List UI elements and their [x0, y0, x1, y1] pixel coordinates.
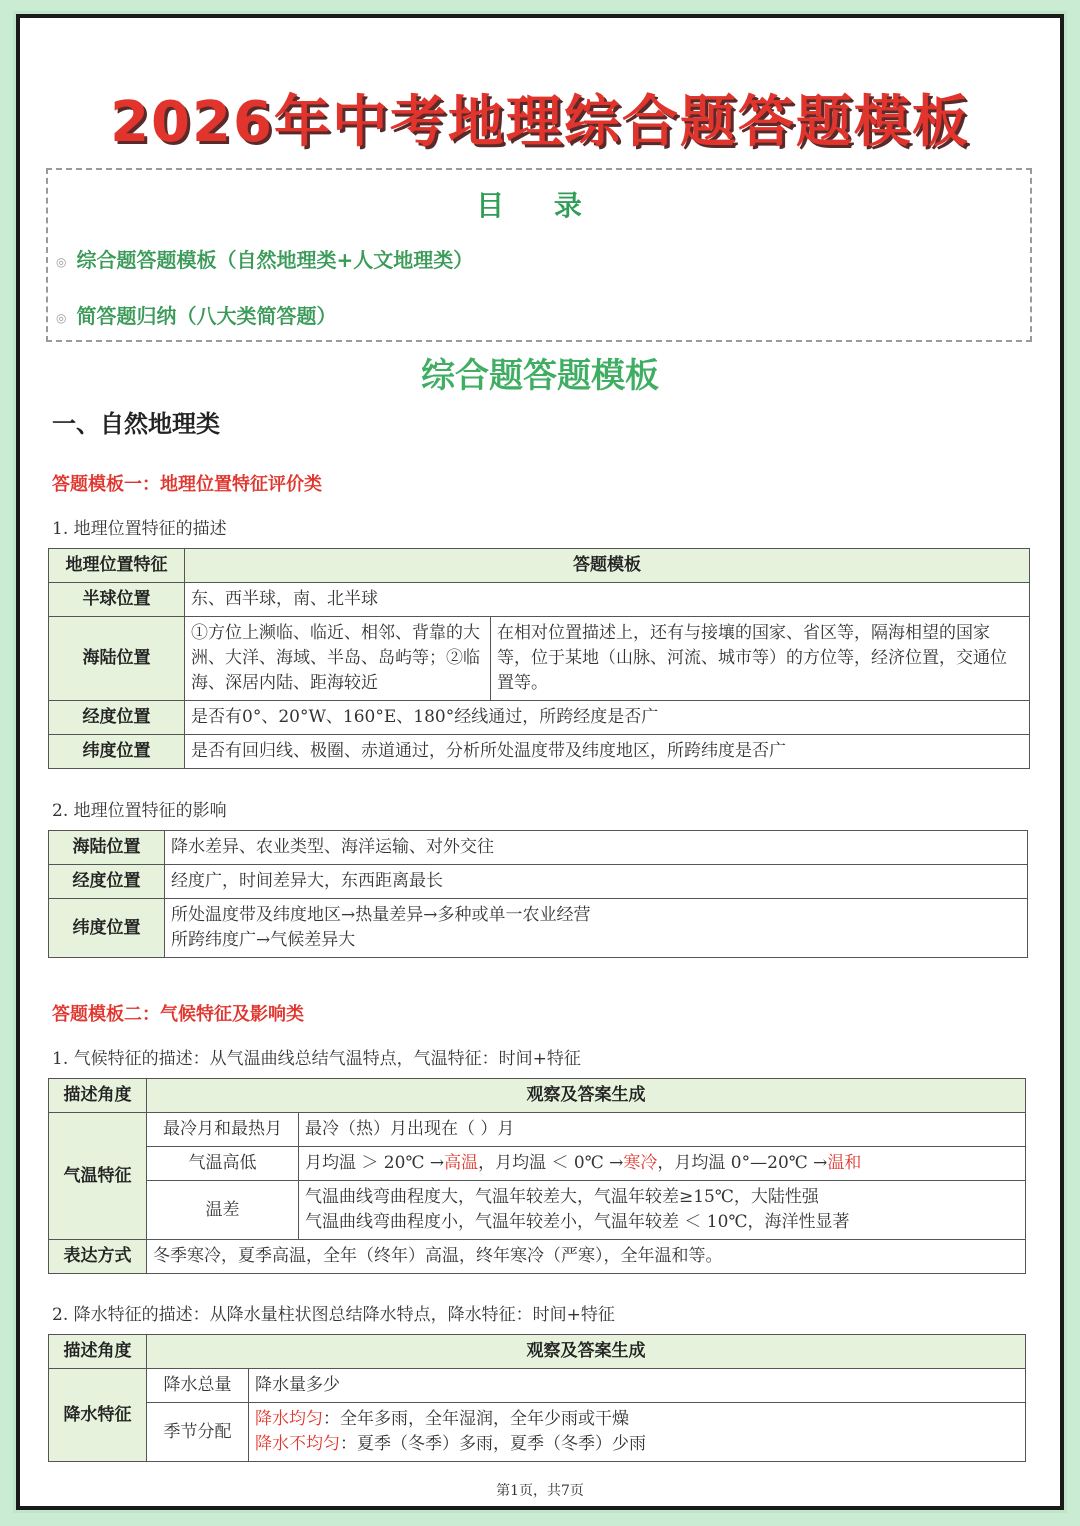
text-span: 月均温 ＞ 20℃ → — [305, 1153, 445, 1173]
sub-label: 最冷月和最热月 — [147, 1113, 299, 1147]
highlight-text: 寒冷 — [623, 1153, 658, 1173]
table-row — [49, 899, 1028, 958]
table-cell: 东、西半球，南、北半球 — [185, 583, 1030, 617]
table-cell: 最冷（热）月出现在（ ）月 — [299, 1113, 1026, 1147]
table-cell: 降水量多少 — [249, 1369, 1026, 1403]
sub-label: 气温高低 — [147, 1147, 299, 1181]
table-row — [49, 701, 1030, 735]
cell-line — [255, 1432, 1019, 1457]
section-title: 综合题答题模板 — [421, 356, 659, 396]
row-label: 经度位置 — [49, 865, 165, 899]
document-page — [16, 14, 1064, 1510]
text-span: ：全年多雨，全年湿润，全年少雨或干燥 — [323, 1409, 629, 1429]
highlight-text: 降水均匀 — [255, 1409, 323, 1429]
table-row — [49, 1403, 1026, 1462]
table-cell — [165, 899, 1028, 958]
paragraph: 2. 降水特征的描述：从降水量柱状图总结降水特点，降水特征：时间+特征 — [52, 1305, 615, 1325]
table-cell: 冬季寒冷，夏季高温，全年（终年）高温，终年寒冷（严寒），全年温和等。 — [147, 1240, 1026, 1274]
table-row — [49, 1240, 1026, 1274]
table-row — [49, 865, 1028, 899]
table-cell — [249, 1403, 1026, 1462]
paragraph: 2. 地理位置特征的影响 — [52, 801, 227, 821]
row-label: 半球位置 — [49, 583, 185, 617]
part-heading: 一、自然地理类 — [52, 410, 220, 438]
location-description-table — [48, 548, 1030, 769]
row-label: 降水特征 — [49, 1369, 147, 1462]
toc-item-label: 简答题归纳（八大类简答题） — [76, 304, 337, 328]
cell-line — [255, 1407, 1019, 1432]
table-row — [49, 831, 1028, 865]
table-header: 答题模板 — [185, 549, 1030, 583]
table-header: 地理位置特征 — [49, 549, 185, 583]
table-row — [49, 735, 1030, 769]
cell-line: 所处温度带及纬度地区→热量差异→多种或单一农业经营 — [171, 905, 591, 925]
table-row — [49, 1113, 1026, 1147]
toc-item-2[interactable] — [56, 300, 336, 329]
template-heading-1: 答题模板一：地理位置特征评价类 — [52, 474, 322, 495]
highlight-text: 降水不均匀 — [255, 1434, 340, 1454]
cell-line: 所跨纬度广→气候差异大 — [171, 930, 356, 950]
toc-heading: 目 录 — [476, 189, 602, 222]
page-footer: 第1页，共7页 — [496, 1483, 584, 1499]
table-of-contents — [46, 168, 1032, 342]
paragraph: 1. 气候特征的描述：从气温曲线总结气温特点，气温特征：时间+特征 — [52, 1049, 581, 1069]
table-header: 描述角度 — [49, 1335, 147, 1369]
table-header: 描述角度 — [49, 1079, 147, 1113]
table-header: 观察及答案生成 — [147, 1079, 1026, 1113]
sub-label: 温差 — [147, 1181, 299, 1240]
table-cell: 是否有回归线、极圈、赤道通过，分析所处温度带及纬度地区，所跨纬度是否广 — [185, 735, 1030, 769]
sub-label: 季节分配 — [147, 1403, 249, 1462]
table-cell: 在相对位置描述上，还有与接壤的国家、省区等，隔海相望的国家等，位于某地（山脉、河流、城市等）的方位等，经济位置，交通位置等。 — [491, 617, 1030, 701]
table-cell — [299, 1181, 1026, 1240]
paragraph: 1. 地理位置特征的描述 — [52, 519, 227, 539]
row-label: 经度位置 — [49, 701, 185, 735]
row-label: 气温特征 — [49, 1113, 147, 1240]
text-span: ，月均温 ＜ 0℃ → — [478, 1153, 624, 1173]
table-row — [49, 583, 1030, 617]
row-label: 纬度位置 — [49, 735, 185, 769]
bullet-icon: ◎ — [56, 310, 67, 325]
document-title: 2026年中考地理综合题答题模板 — [110, 90, 970, 155]
sub-label: 降水总量 — [147, 1369, 249, 1403]
temperature-table — [48, 1078, 1026, 1274]
location-impact-table — [48, 830, 1028, 958]
row-label: 海陆位置 — [49, 617, 185, 701]
row-label: 海陆位置 — [49, 831, 165, 865]
table-cell: 经度广，时间差异大，东西距离最长 — [165, 865, 1028, 899]
cell-line: 气温曲线弯曲程度大，气温年较差大，气温年较差≥15℃，大陆性强 — [305, 1187, 819, 1207]
table-cell: ①方位上濒临、临近、相邻、背靠的大洲、大洋、海域、半岛、岛屿等；②临海、深居内陆、距海较近 — [185, 617, 491, 701]
row-label: 纬度位置 — [49, 899, 165, 958]
text-span: ：夏季（冬季）多雨，夏季（冬季）少雨 — [340, 1434, 646, 1454]
template-heading-2: 答题模板二：气候特征及影响类 — [52, 1004, 304, 1025]
highlight-text: 高温 — [444, 1153, 479, 1173]
highlight-text: 温和 — [827, 1153, 862, 1173]
bullet-icon: ◎ — [56, 254, 67, 269]
table-row — [49, 1369, 1026, 1403]
table-header: 观察及答案生成 — [147, 1335, 1026, 1369]
row-label: 表达方式 — [49, 1240, 147, 1274]
table-cell — [299, 1147, 1026, 1181]
table-row — [49, 617, 1030, 701]
table-cell: 降水差异、农业类型、海洋运输、对外交往 — [165, 831, 1028, 865]
text-span: ，月均温 0°—20℃ → — [657, 1153, 828, 1173]
table-row — [49, 1181, 1026, 1240]
table-cell: 是否有0°、20°W、160°E、180°经线通过，所跨经度是否广 — [185, 701, 1030, 735]
table-row — [49, 1147, 1026, 1181]
toc-item-label: 综合题答题模板（自然地理类+人文地理类） — [76, 248, 474, 272]
toc-item-1[interactable] — [56, 244, 473, 273]
cell-line: 气温曲线弯曲程度小，气温年较差小，气温年较差 ＜ 10℃，海洋性显著 — [305, 1212, 850, 1232]
precipitation-table — [48, 1334, 1026, 1462]
